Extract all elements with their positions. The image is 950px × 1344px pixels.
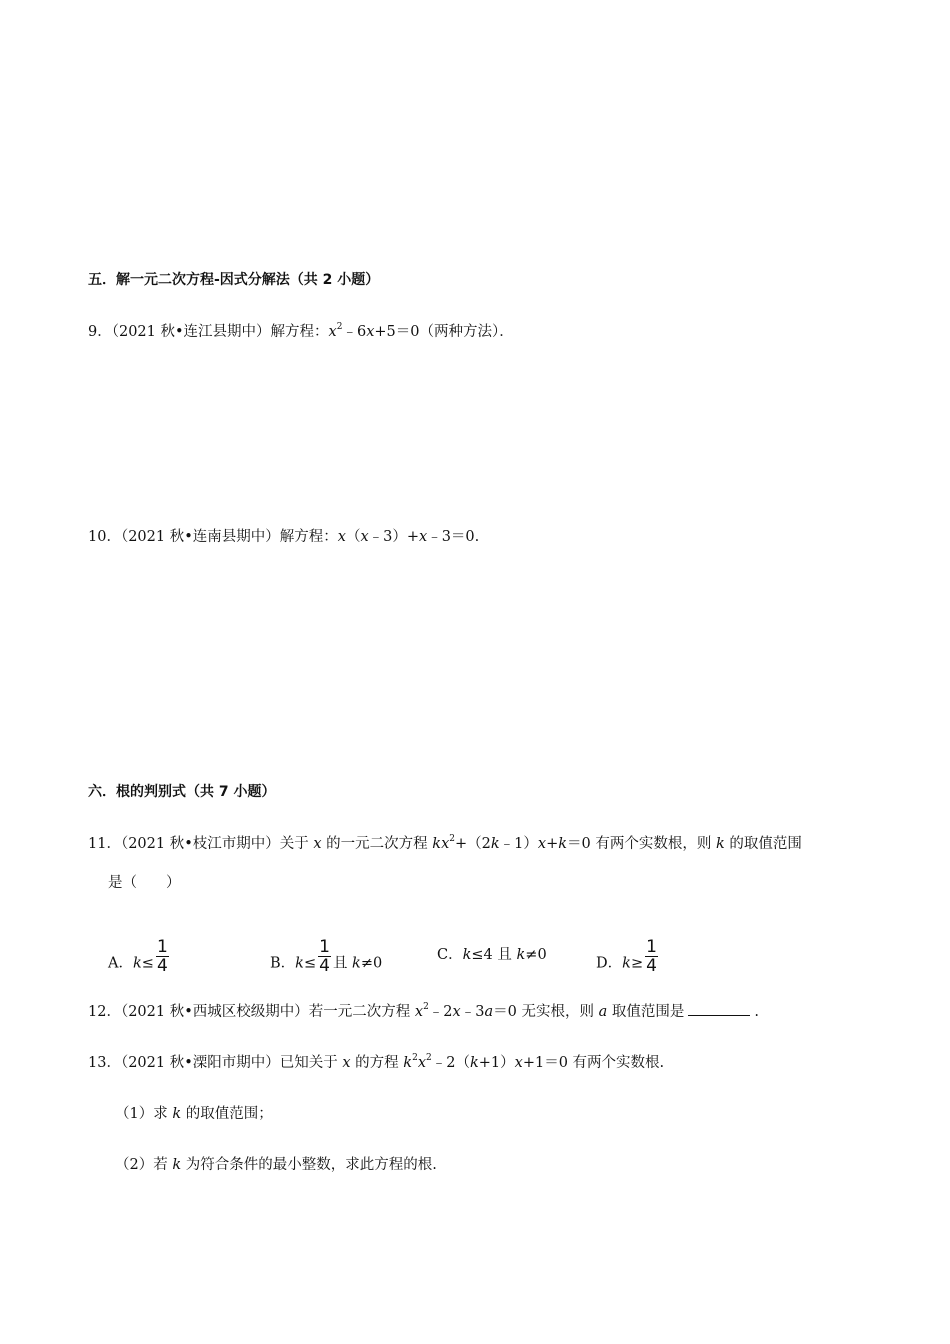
math-var: x bbox=[514, 1055, 523, 1071]
question-text: + bbox=[546, 836, 559, 852]
math-var: k bbox=[469, 1055, 479, 1071]
question-text: 解方程： bbox=[270, 324, 329, 340]
exponent: 2 bbox=[426, 1053, 432, 1064]
answer-blank[interactable] bbox=[688, 1001, 750, 1016]
question-text: ＝0 有两个实数根，则 bbox=[567, 836, 716, 852]
option-a[interactable] bbox=[108, 937, 171, 982]
option-text: 且 bbox=[332, 955, 353, 972]
question-text: +（2 bbox=[454, 836, 491, 852]
question-number: 9． bbox=[88, 324, 112, 340]
question-text: +5＝0（两种方法）． bbox=[374, 324, 514, 340]
question-source: （2021 秋•连江县期中） bbox=[111, 324, 271, 340]
fraction bbox=[645, 938, 658, 975]
relation: ≥ bbox=[630, 955, 644, 972]
question-text: ﹣1） bbox=[499, 836, 538, 852]
fraction bbox=[318, 938, 331, 975]
question-12 bbox=[88, 1001, 759, 1022]
question-text: 取值范围是 bbox=[607, 1004, 685, 1020]
question-text: （ bbox=[345, 529, 361, 545]
fraction-numerator: 1 bbox=[156, 937, 168, 957]
math-var: x bbox=[313, 836, 322, 852]
question-source: （2021 秋•溧阳市期中） bbox=[120, 1055, 280, 1071]
math-var: x bbox=[452, 1004, 461, 1020]
question-11 bbox=[88, 834, 802, 854]
question-9 bbox=[88, 322, 514, 342]
question-text: ﹣3）+ bbox=[368, 529, 420, 545]
question-text: . bbox=[754, 1004, 759, 1020]
math-var: k bbox=[132, 955, 142, 972]
fraction-denominator: 4 bbox=[646, 956, 657, 976]
fraction-denominator: 4 bbox=[319, 956, 330, 976]
option-label: B． bbox=[270, 955, 296, 972]
question-text: 解方程： bbox=[279, 529, 338, 545]
option-c[interactable] bbox=[437, 945, 547, 965]
question-text: +1） bbox=[478, 1055, 515, 1071]
math-var: kx bbox=[432, 836, 450, 852]
question-text: +1＝0 有两个实数根. bbox=[522, 1055, 665, 1071]
question-text: ＝0 无实根，则 bbox=[493, 1004, 599, 1020]
question-text: 的取值范围； bbox=[181, 1106, 273, 1122]
question-10 bbox=[88, 527, 479, 547]
question-13 bbox=[88, 1053, 664, 1073]
fraction-numerator: 1 bbox=[646, 937, 657, 957]
math-var: x bbox=[537, 836, 547, 852]
question-text: ﹣2 bbox=[428, 1004, 453, 1020]
math-var: a bbox=[484, 1004, 494, 1020]
question-source: （2021 秋•连南县期中） bbox=[120, 529, 280, 545]
question-text: 为符合条件的最小整数，求此方程的根. bbox=[181, 1157, 437, 1173]
question-text: （1）求 bbox=[115, 1106, 173, 1122]
math-var: k bbox=[295, 955, 304, 972]
math-var: x bbox=[360, 529, 369, 545]
question-text: 若一元二次方程 bbox=[308, 1004, 415, 1020]
math-var: k bbox=[352, 955, 361, 972]
math-var: x bbox=[366, 324, 375, 340]
question-number: 12． bbox=[88, 1004, 121, 1020]
fraction-denominator: 4 bbox=[156, 956, 168, 976]
math-var: x bbox=[342, 1055, 351, 1071]
question-text: 的取值范围 bbox=[724, 836, 802, 852]
section-6-title: 六．根的判别式（共 7 小题） bbox=[88, 784, 276, 800]
math-var: x bbox=[414, 1004, 424, 1020]
question-text: ﹣3＝0. bbox=[427, 529, 480, 545]
question-source: （2021 秋•西城区校级期中） bbox=[120, 1004, 309, 1020]
question-11-line-2: 是（ ） bbox=[108, 875, 181, 891]
math-var: x bbox=[417, 1055, 426, 1071]
option-text: ≤4 且 bbox=[471, 947, 517, 963]
question-text: 的一元二次方程 bbox=[321, 836, 433, 852]
exponent: 2 bbox=[412, 1053, 418, 1064]
question-text: 的方程 bbox=[350, 1055, 404, 1071]
math-var: a bbox=[598, 1004, 608, 1020]
option-d[interactable] bbox=[596, 937, 660, 982]
question-text: 已知关于 bbox=[279, 1055, 343, 1071]
section-5-title: 五．解一元二次方程-因式分解法（共 2 小题） bbox=[88, 272, 380, 288]
math-var: k bbox=[462, 947, 472, 963]
option-text: ≠0 bbox=[525, 947, 547, 963]
relation: ≤ bbox=[141, 955, 154, 972]
question-text: ﹣6 bbox=[342, 324, 367, 340]
question-text: ﹣2（ bbox=[431, 1055, 470, 1071]
question-13-part-1 bbox=[115, 1104, 273, 1124]
option-b[interactable] bbox=[270, 937, 383, 982]
math-var: x bbox=[419, 529, 428, 545]
fraction-numerator: 1 bbox=[319, 937, 330, 957]
math-var: x bbox=[337, 529, 346, 545]
exponent: 2 bbox=[336, 322, 343, 333]
fraction bbox=[156, 938, 169, 975]
math-var: k bbox=[172, 1157, 182, 1173]
option-label: D． bbox=[596, 955, 623, 972]
question-number: 11． bbox=[88, 836, 121, 852]
question-number: 10． bbox=[88, 529, 121, 545]
question-13-part-2 bbox=[115, 1155, 437, 1175]
question-text: ﹣3 bbox=[460, 1004, 485, 1020]
relation: ≤ bbox=[303, 955, 317, 972]
math-var: k bbox=[516, 947, 526, 963]
math-var: k bbox=[715, 836, 725, 852]
option-label: C． bbox=[437, 947, 463, 963]
math-var: k bbox=[172, 1106, 182, 1122]
math-var: x bbox=[328, 324, 337, 340]
exponent: 2 bbox=[449, 834, 455, 845]
exponent: 2 bbox=[423, 1002, 429, 1013]
question-number: 13． bbox=[88, 1055, 121, 1071]
question-source: （2021 秋•枝江市期中） bbox=[120, 836, 280, 852]
question-text: （2）若 bbox=[115, 1157, 173, 1173]
question-text: 关于 bbox=[279, 836, 314, 852]
option-text: ≠0 bbox=[360, 955, 383, 972]
math-var: k bbox=[403, 1055, 413, 1071]
math-var: k bbox=[490, 836, 500, 852]
option-label: A． bbox=[108, 955, 133, 972]
math-var: k bbox=[558, 836, 568, 852]
math-var: k bbox=[622, 955, 631, 972]
